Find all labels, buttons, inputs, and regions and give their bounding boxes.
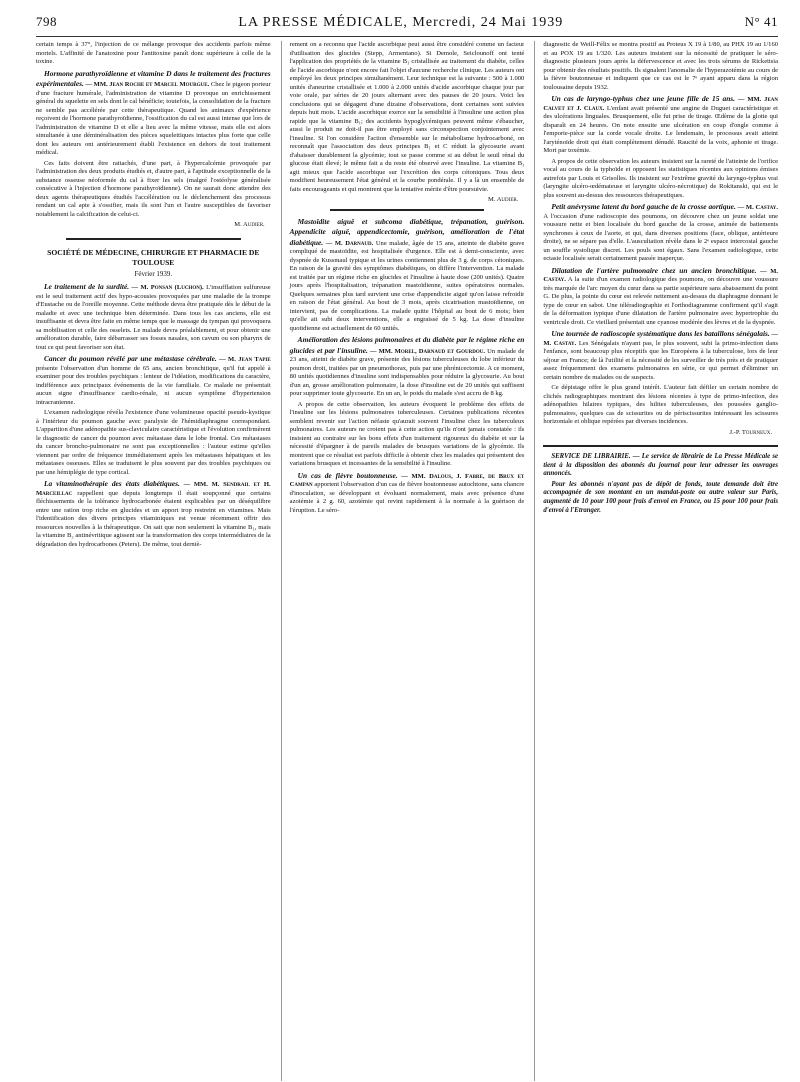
article-lesions	[290, 335, 525, 399]
paragraph: A propos de cette observation, les auteurs évoquent le problème des effets de l'insuline sur les lésions pulmonaires tuberculeuses. Certaines publications récentes semblent revenir sur l'action néfaste qu'aurait souvent l'insuline chez les tuberculeux pulmonaires. Les auteurs ne croient pas à cette action qu'ils n'ont jamais constatée : ils insistent au contraire sur les bons effets d'un traitement rigoureux du diabète et sur la nécessité d'épargner à de pareils malades de brusques variations de la glycémie. Ils montrent que ce résultat est parfois difficile à obtenir chez les malades qui présentent des variations brusques et incessantes de la sensibilité à l'insuline.	[289, 400, 525, 467]
article-text: L'insufflation sulfureuse est le seul traitement actif des hypo-acousies provoquées par une maladie de la trompe d'Eustache ou de l'oreille moyenne. Cette méthode devra être pratiquée dès le début de la maladie et avec une technique bien déterminée. Dans tous les cas anciens, elle est insuffisante et devra être faite en même temps que le massage du tympan qui provoquera sa mobilisation et celle des osselets. Le malade devra préalablement, et pour obtenir une amélioration durable, faire débarrasser ses fosses nasales, son cavum ou son pharynx de tout ce qui peut favoriser son état.	[36, 284, 271, 351]
issue-date: Mercredi, 24 Mai 1939	[412, 15, 564, 30]
article-authors: — MM. Jean Calvet et J. Claux.	[543, 96, 779, 112]
society-date: Février 1939.	[134, 269, 173, 278]
article-text: rappellent que depuis longtemps il était soupçonné que certains fléchissements de la tolérance hydrocarbonée étaient explicables par un déséquilibre entre une ration trop riche en glucides et un apport trop restreint en vitamines. Mais l'identification des divers principes vitaminiques est venue récemment offrir des ressources nouvelles à la thérapeutique. On sait que non seulement la vitamine B₁, mais la vitamine B₂ antinévritique agissent sur la transformation des corps intermédiaires de la dégradation des hydrocarbones (Peters). De même, tout derniè-	[36, 489, 271, 548]
library-service-notice	[543, 445, 778, 515]
article-title: Un cas de laryngo-typhus chez une jeune fille de 15 ans.	[551, 94, 736, 103]
article-mastoidite	[290, 217, 525, 334]
page-number: 798	[36, 14, 57, 29]
issue-number: N° 41	[744, 14, 778, 29]
article-text: A l'occasion d'une radioscopie des poumons, on découvre chez un jeune soldat une voussure nette et bien localisée du bord gauche de la crosse, animée de battements synchrones à ceux de l'aorte, et qui, dans diverses positions (face, oblique, antérieure droite), ne se sépare pas d'elle. L'auscultation révèle dans le 2ᵉ espace intercostal gauche un souffle systolique discret. Les pouls sont égaux. Sans l'examen radiologique, cette ectasie localisée serait certainement passée inaperçue.	[543, 212, 779, 262]
article-text: Un malade de 23 ans, atteint de diabète grave, présente des lésions tuberculeuses du lobe inférieur du poumon droit, traitées par un pneumothorax, puis par une phrénicectomie. A ce moment, 80 unités quotidiennes d'insuline sont indispensables pour réduire la glycosurie. Au bout d'un an, grosse amélioration pulmonaire, la dose d'insuline est de 20 unités qui suffisent pour supprimer toute glycosurie. En un an, le poids du malade s'est accru de 8 kg.	[289, 347, 525, 397]
article-title: Le traitement de la surdité.	[44, 282, 130, 291]
article-title: Hormone parathyroïdienne et vitamine D dans le traitement des fractures expérimentales.	[36, 68, 271, 88]
paragraph: rement on a reconnu que l'acide ascorbique peut aussi être considéré comme un facteur d'utilisation des glucides (Stepp, Armentano). Si Demole, Seiclounoff ont tenté l'application des propriétés de la vitamine B₁ cristallisée au traitement du diabète, celles de l'acide ascorbique n'ont encore fait l'objet d'aucune recherche clinique. Les auteurs ont employé les deux principes simultanément. Leur technique est la suivante : 500 à 1.000 unités d'aneurine cristallisée et 1.000 à 2.000 unités d'acide ascorbique chaque jour par voie orale, par séries de 20 jours alternant avec des pauses de 20 jours. Voici les conclusions qui se dégagent d'une dizaine d'observations, dont certaines sont suivies depuis huit mois. L'acide ascorbique exerce sur la sensibilité à l'insuline une action plus rapide que la vitamine B₁; des accidents hypoglycémiques peuvent même s'ébaucher, aussi le produit ne doit-il pas être employé sans circonspection conjointement avec l'insuline. Si l'on considère l'action d'ensemble sur le métabolisme hydrocarboné, on reconnaît que l'association des deux principes B₁ et C réduit la glycosurie avant d'abaisser durablement la glycémie; tout se passe comme si au début le seuil rénal du glucose était élevé; le même fait a du reste été observé avec l'insuline. La vitamine B₁ agit mieux que l'acide ascorbique sur l'excrétion des corps cétoniques. Tous deux modifient heureusement l'état général et la courbe pondérale. Il y a là un ensemble de faits encourageants et qui montrent que la tentative mérite d'être poursuivie.	[289, 41, 525, 193]
paragraph: Ces faits doivent être rattachés, d'une part, à l'hypercalcémie provoquée par l'administration des deux produits étudiés et, d'autre part, à l'aptitude exceptionnelle de la substance osseuse néoformée du cal à fixer les sels (malgré l'ostéolyse généralisée consécutive à l'injection d'hormone parathyroïdienne). On ne saurait donc attendre des deux agents thérapeutiques étudiés l'accélération ou le déclenchement des processus rendant un cal apte à s'ossifier, mais ils sont l'un et l'autre susceptibles de favoriser notablement la calcification de celui-ci.	[36, 159, 271, 218]
column-2	[281, 41, 525, 1081]
notice-paragraph	[543, 453, 778, 479]
article-cancer	[36, 354, 271, 407]
paragraph: certain temps à 37°, l'injection de ce mélange provoque des accidents parfois même mortels. L'affinité de l'anatoxine pour l'antitoxine paraît donc supérieure à celle de la toxine.	[36, 41, 271, 65]
article-title: Amélioration des lésions pulmonaires et du diabète par le régime riche en glucides et par l'insuline.	[289, 335, 525, 355]
article-authors: — M. Ponsan (Luchon).	[131, 284, 204, 291]
column-3	[534, 41, 778, 1081]
article-hormone	[36, 69, 271, 158]
article-text: Chez le pigeon porteur d'une fracture humérale, l'administration de vitamine D provoque un enrichissement général du squelette en sels dont le cal bénéficie; toutefois, la consolidation de la fracture ne semble pas accélérée par cette thérapeutique. Quand les animaux d'expérience reçoivent de l'hormone parathyroïdienne, l'ossification du cal est aussi intense que lors de l'administration de vitamine D et elle a lieu avec la même vitesse, mais elle est alors simultanée à une déminéralisation des pièces squelettiques intactes plus forte que celle dont les auteurs ont antérieurement établi l'existence en dehors de tout traitement médical.	[36, 81, 271, 156]
article-text: Une malade, âgée de 15 ans, atteinte de diabète grave compliqué de mastoïdite, est hospitalisée d'urgence. Elle est à demi-consciente, avec dyspnée de Kussmaul typique et les urines contiennent plus de 3 g. de corps cétoniques. En raison de la gravité des symptômes diabétiques, on diffère l'intervention. La malade est traitée par un régime riche en glucides et l'insuline à haute dose (200 unités). Quatre jours après l'hospitalisation, trépanation mastoïdienne, suites opératoires normales. Quelques semaines plus tard survient une crise d'appendicite aiguë qu'on laisse refroidir en raison de l'état général. Au bout de 3 mois, après cicatrisation mastoïdienne, on intervient, pas de complications. La malade quitte l'hôpital au bout de 6 mois; bien qu'elle ait subi deux interventions, elle a engraissé de 5 kg. La dose d'insuline quotidienne est actuellement de 60 unités.	[289, 239, 525, 332]
paragraph: L'examen radiologique révéla l'existence d'une volumineuse opacité pseudo-kystique à l'intérieur du poumon gauche avec paralysie de l'hémidiaphragme correspondant. L'apparition d'une adénopathie sus-claviculaire caractéristique et l'évolution confirmèrent le diagnostic de cancer du poumon avec métastase dans le lobe frontal. Ces métastases du cancer broncho-pulmonaire ne sont pas exceptionnelles : l'auteur estime qu'elles viennent par ordre de fréquence immédiatement après les métastases hépatiques et les métastases osseuses. Elles se traduisent le plus souvent par des troubles psychiques ou par une hémiplégie de type cortical.	[36, 409, 271, 476]
article-title: Mastoïdite aiguë et subcoma diabétique, trépanation, guérison. Appendicite aiguë, appendicectomie, guérison, amélioration de l'état diabétique.	[289, 216, 525, 247]
notice-title: SERVICE DE LIBRAIRIE.	[551, 453, 631, 460]
article-title: Dilatation de l'artère pulmonaire chez un ancien bronchitique.	[551, 265, 757, 275]
article-fievre	[290, 471, 525, 516]
page-header	[36, 14, 778, 37]
article-title: Un cas de fièvre boutonneuse.	[297, 470, 398, 480]
article-title: Cancer du poumon révélé par une métastase cérébrale.	[44, 354, 217, 363]
article-text: apportent l'observation d'un cas de fièvre boutonneuse autochtone, sans chancre d'inoculation, se développant et évoluant normalement, mais avec présence d'une azotémie à 2 g. 60, azotémie qui revint rapidement à la normale à la guérison de l'éruption. Le séro-	[289, 481, 525, 514]
article-text: A la suite d'un examen radiologique des poumons, on découvre une voussure très marquée de l'arc moyen du cœur dans sa partie supérieure sans abaissement du point G. De plus, la pointe du cœur est relevée nettement au-dessus du diaphragme donnant le type de cœur en sabot. Une téléradiographie et l'orthodiagramme confirment qu'il s'agit de la déformation typique d'une dilatation de l'artère pulmonaire avec hypertrophie du ventricule droit. Ce vieillard présentait une cyanose modérée des lèvres et de la dyspnée.	[543, 276, 779, 326]
article-title: La vitaminothérapie des états diabétiques.	[44, 479, 180, 488]
notice-paragraph: Pour les abonnés n'ayant pas de dépôt de fonds, toute demande doit être accompagnée de son montant en un mandat-poste ou autre valeur sur Paris, augmenté de 10 pour 100 pour frais d'envoi en France, ou 15 pour 100 pour frais d'envoi à l'Etranger.	[543, 480, 779, 514]
article-text: présente l'observation d'un homme de 65 ans, ancien bronchitique, qu'il fut appelé à examiner pour des troubles psychiques : lenteur de l'idéation, modifications du caractère, indifférence aux principaux événements de la vie familiale. Ce malade ne présentait aucun signe d'insuffisance cardio-rénale, ni aucun symptôme d'hypertension intracranienne.	[36, 364, 271, 406]
article-title: Petit anévrysme latent du bord gauche de la crosse aortique.	[551, 202, 736, 211]
article-tournee	[543, 329, 778, 382]
article-text: L'enfant avait présenté une angine de Duguet caractéristique et des ulcérations linguales. Brusquement, elle fut prise de tirage. Œdème de la glotte qui disparaît en 24 heures. On note ensuite une ulcération en coup d'ongle comme à l'emporte-pièce sur la corde vocale droite. Le lendemain, le processus avait atteint l'aryténoïde droit qui était complètement dénudé. Raucité de la voix, aphonie et tirage. Mort par toxémie.	[543, 104, 779, 154]
paragraph: Ce dépistage offre le plus grand intérêt. L'auteur fait défiler un certain nombre de clichés radiographiques montrant des lésions récentes à type de primo-infection, des adénopathies hilaires typiques, des hilites tuberculeuses, des poussées ganglio-pulmonaires, quelques cas de scissurites ou de périscissurites intéressant les scissures horizontale et oblique repérées par diverses incidences.	[543, 384, 779, 425]
article-authors: — M. Castay.	[737, 204, 779, 211]
signature: M. Audier.	[487, 196, 519, 203]
notice-text: — Le service de librairie de La Presse Médicale se tient à la disposition des abonnés du journal pour leur adresser les ouvrages annoncés.	[543, 453, 779, 478]
article-authors: — MM. M. Sendrail et H. Marceillac	[36, 481, 271, 497]
article-authors: — MM. Morel, Darnaud et Gourdou.	[369, 347, 485, 355]
column-1	[36, 41, 271, 1081]
article-authors: — M. Castay.	[543, 267, 779, 283]
article-authors: — M. Castay.	[543, 331, 779, 347]
article-anevrysme	[543, 202, 778, 264]
separator	[66, 238, 241, 240]
society-heading: SOCIÉTÉ DE MÉDECINE, CHIRURGIE ET PHARMACIE DE TOULOUSE	[47, 247, 260, 267]
signature: J.-P. Tourneux.	[729, 428, 773, 436]
article-surdite	[36, 282, 271, 352]
article-dilatation	[543, 266, 778, 328]
journal-name: LA PRESSE MÉDICALE,	[238, 15, 408, 30]
article-authors: — M. Darnaud.	[325, 239, 374, 247]
journal-title	[238, 15, 563, 31]
paragraph: diagnostic de Weill-Félix se montra positif au Proteus X 19 à 1/80, au PHX 19 au 1/160 et au POX 19 au 1/320. Les auteurs insistent sur la nécessité de pratiquer le séro-diagnostic plusieurs jours après la défervescence et avec les trois sérums de Rickettsia pour obtenir des résultats positifs. Ils signalent l'anomalie de l'hyperazotémie au cours de la fièvre boutonneuse et indiquent que ce cas est le 7ᵉ ayant apparu dans la région toulousaine depuis 1932.	[543, 41, 779, 91]
article-text: Les Sénégalais n'ayant pas, le plus souvent, subi la primo-infection dans l'enfance, sont beaucoup plus réceptifs que les Européens à la tuberculose, lors de leur séjour en France; de là l'utilité et la nécessité de les surveiller de très près et de pratiquer assez fréquemment des examens pulmonaires en série, ce qui permet d'éliminer un certain nombre de malades ou de suspects.	[543, 339, 779, 381]
article-authors: — M. Jean Tapie	[219, 356, 271, 363]
signature: M. Audier.	[234, 221, 265, 228]
article-laryngo	[543, 94, 778, 156]
paragraph: A propos de cette observation les auteurs insistent sur la rareté de l'atteinte de l'orifice vocal au cours de la typhoïde et opposent les statistiques récentes aux opinions émises autrefois par Louis et Grisolles. Ils insistent sur l'extrême gravité du laryngo-typhus vrai (laryngite ulcéro-œdémateuse et laryngite ulcéro-nécrotique) de Rokitanski, qui est le plus souvent au-dessus des ressources thérapeutiques.	[543, 157, 779, 199]
columns	[36, 41, 778, 1081]
article-title: Une tournée de radioscopie systématique dans les bataillons sénégalais.	[551, 329, 770, 338]
article-authors: — MM. Jean Roche et Marcel Mourgue.	[85, 81, 210, 88]
article-authors: — MM. Dalous, J. Fabre, de Brux et Campan	[289, 472, 525, 488]
separator	[330, 209, 485, 211]
article-vitamino	[36, 479, 271, 549]
